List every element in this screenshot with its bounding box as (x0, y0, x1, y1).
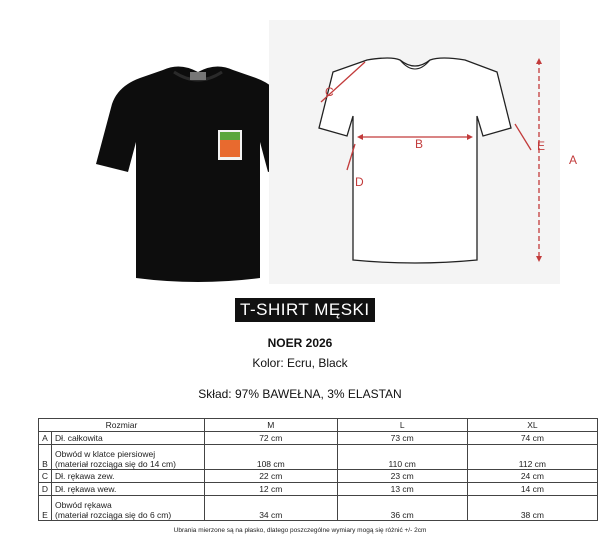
header-xl: XL (467, 419, 597, 432)
value-xl: 112 cm (467, 445, 597, 470)
value-xl: 74 cm (467, 432, 597, 445)
row-letter: D (39, 483, 52, 496)
measure-e-label: E (537, 139, 546, 153)
value-m: 72 cm (205, 432, 338, 445)
header-m: M (205, 419, 338, 432)
table-row (39, 445, 598, 470)
row-label-group (52, 445, 205, 470)
measure-e-line (515, 124, 531, 150)
value-m: 12 cm (205, 483, 338, 496)
header-l: L (337, 419, 467, 432)
value-xl: 24 cm (467, 470, 597, 483)
measure-b-label: B (415, 137, 424, 151)
product-images (40, 20, 578, 290)
size-table-header (39, 419, 598, 432)
color-info: Kolor: Ecru, Black (252, 356, 348, 370)
pocket-print-orange (220, 140, 240, 157)
row-label: Dł. rękawa zew. (52, 470, 205, 483)
header-size: Rozmiar (39, 419, 205, 432)
measurement-note: Ubrania mierzone są na płasko, dlatego poszczególne wymiary mogą się różnić +/- 2cm (173, 527, 427, 534)
value-l: 110 cm (337, 445, 467, 470)
neck-tag (190, 72, 206, 80)
product-title: T-SHIRT MĘSKI (235, 298, 375, 322)
table-row (39, 496, 598, 521)
size-diagram (269, 20, 578, 284)
row-letter: B (39, 445, 52, 470)
row-label: Dł. rękawa wew. (52, 483, 205, 496)
row-letter: C (39, 470, 52, 483)
size-table (38, 418, 598, 521)
measure-a-label: A (569, 153, 578, 167)
row-sublabel: (materiał rozciąga się do 14 cm) (55, 459, 176, 469)
value-xl: 38 cm (467, 496, 597, 521)
row-letter: E (39, 496, 52, 521)
row-sublabel: (materiał rozciąga się do 6 cm) (55, 510, 172, 520)
model-name: NOER 2026 (267, 336, 333, 350)
row-label: Obwód w klatce piersiowej (55, 449, 156, 459)
table-row (39, 470, 598, 483)
composition-info: Skład: 97% BAWEŁNA, 3% ELASTAN (198, 387, 402, 401)
row-label: Dł. całkowita (52, 432, 205, 445)
row-label-group (52, 496, 205, 521)
tshirt-outline (319, 58, 511, 263)
measure-c-label: C (325, 85, 334, 99)
value-xl: 14 cm (467, 483, 597, 496)
value-l: 36 cm (337, 496, 467, 521)
measure-d-label: D (355, 175, 364, 189)
value-m: 108 cm (205, 445, 338, 470)
value-l: 73 cm (337, 432, 467, 445)
table-row (39, 432, 598, 445)
value-l: 23 cm (337, 470, 467, 483)
value-m: 22 cm (205, 470, 338, 483)
value-l: 13 cm (337, 483, 467, 496)
value-m: 34 cm (205, 496, 338, 521)
row-label: Obwód rękawa (55, 500, 112, 510)
pocket-print-green (220, 132, 240, 140)
row-letter: A (39, 432, 52, 445)
table-row (39, 483, 598, 496)
